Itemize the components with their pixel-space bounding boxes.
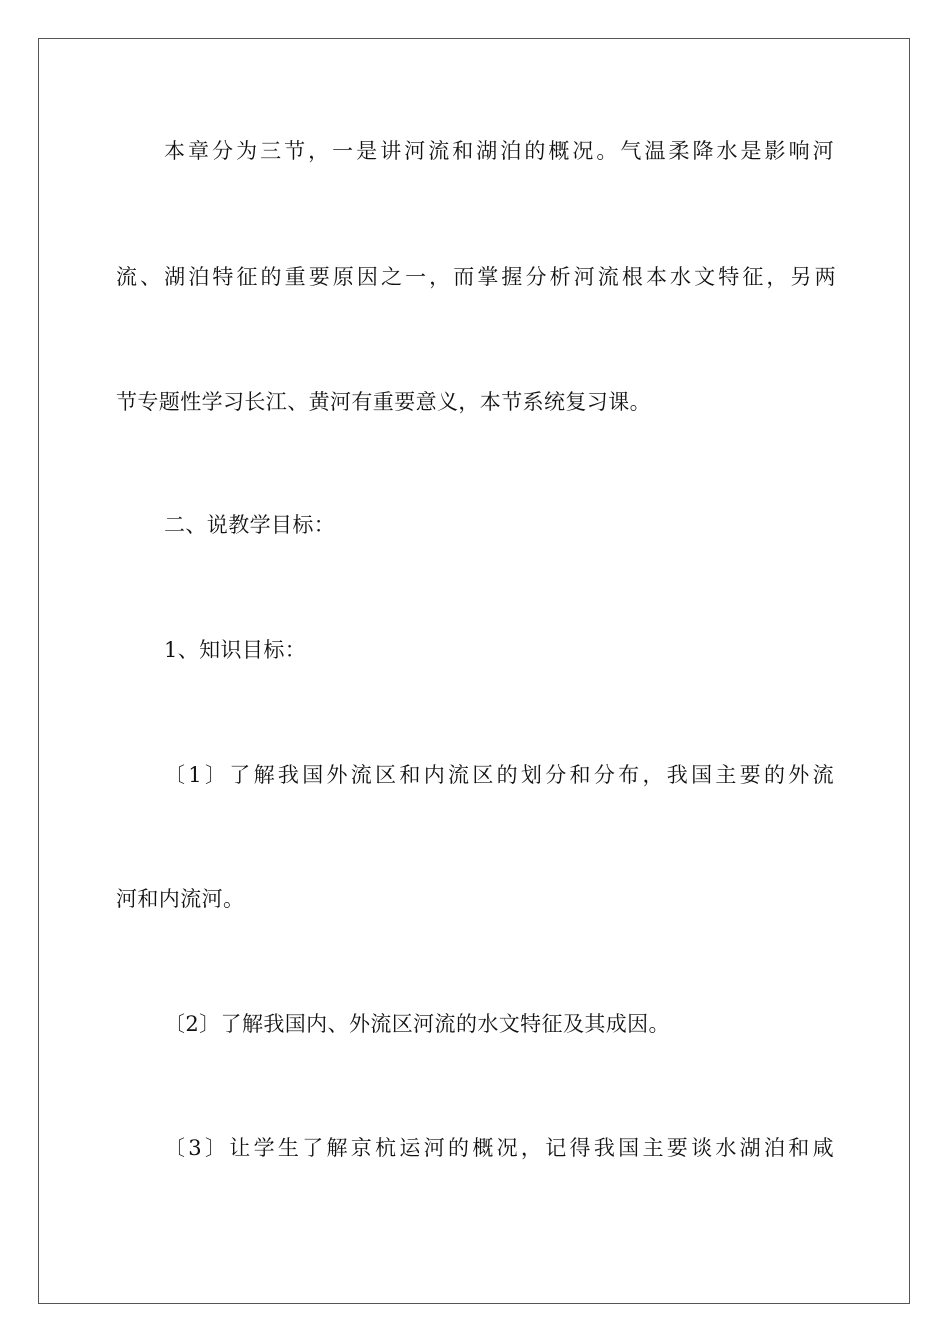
page-border	[38, 38, 910, 1304]
subsection-heading: 1、知识目标：	[164, 638, 307, 662]
list-item-line: 〔3〕让学生了解京杭运河的概况，记得我国主要谈水湖泊和咸	[164, 1136, 834, 1160]
list-item-line: 〔2〕了解我国内、外流区河流的水文特征及其成因。	[164, 1012, 670, 1036]
paragraph-line: 节专题性学习长江、黄河有重要意义，本节系统复习课。	[116, 390, 651, 414]
list-item-line: 〔1〕了解我国外流区和内流区的划分和分布，我国主要的外流	[164, 763, 834, 787]
section-heading: 二、说教学目标：	[164, 513, 336, 537]
paragraph-line: 流、湖泊特征的重要原因之一，而掌握分析河流根本水文特征，另两	[116, 265, 836, 289]
list-item-line: 河和内流河。	[116, 887, 245, 911]
paragraph-line: 本章分为三节，一是讲河流和湖泊的概况。气温柔降水是影响河	[164, 139, 834, 163]
